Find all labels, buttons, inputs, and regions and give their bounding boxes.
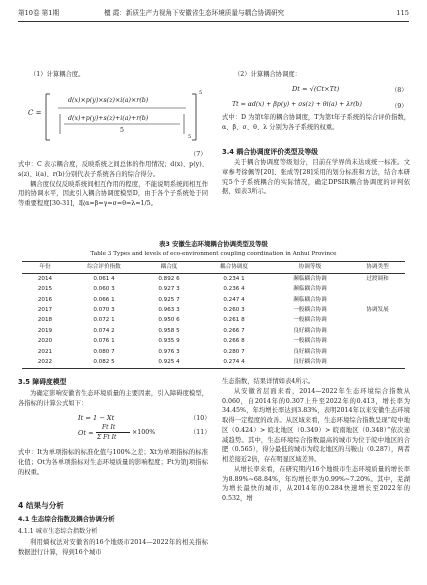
- item-2-heading: （2）计算耦合协调度：: [234, 71, 301, 78]
- table-cell: 濒临耦合协调: [293, 275, 327, 282]
- table-cell: 一般耦合协调: [293, 317, 327, 324]
- header-rule: [18, 21, 409, 22]
- paragraph-table4-ref: 生态指数，结果详情如表4所示。: [222, 378, 315, 385]
- table-row: [22, 326, 405, 336]
- page-number: 115: [396, 9, 409, 17]
- running-header: [18, 8, 409, 18]
- section-4-1-heading: 4.1 生态综合指数及耦合协调分析: [18, 515, 115, 523]
- table-row: [22, 284, 405, 294]
- table-cell: 2016: [37, 296, 53, 303]
- left-column-bottom-2: [18, 448, 208, 477]
- left-column-top: [18, 70, 208, 80]
- table-cell: 0.061 4: [93, 275, 115, 282]
- col-header: 协调等级: [270, 262, 350, 274]
- table-cell: 2015: [37, 286, 53, 293]
- table-row: [22, 274, 405, 285]
- section-4-heading: 4 结果与分析: [18, 501, 64, 510]
- table-3-caption: 表3 安徽生态环境耦合协调类型及等级: [159, 240, 268, 248]
- item-1-heading: （1）计算耦合度。: [30, 71, 85, 78]
- table-cell: 一般耦合协调: [293, 338, 327, 345]
- table-row: [22, 305, 405, 315]
- table-row: [22, 347, 405, 357]
- table-cell: 0.247 4: [223, 296, 245, 303]
- table-cell: 0.266 8: [223, 338, 245, 345]
- table-cell: 2022: [22, 357, 68, 368]
- table-cell: 2021: [37, 348, 53, 355]
- table-row: [22, 316, 405, 326]
- eq7-denominator-five: 5: [120, 127, 125, 134]
- equation-10: It = 1 − Xt: [78, 414, 115, 422]
- eq11-numerator: Ft It: [102, 424, 116, 431]
- table-cell: 良好耦合协调: [293, 327, 327, 334]
- table-cell: 0.958 5: [158, 327, 180, 334]
- eq11-lhs: Ot =: [78, 429, 94, 437]
- table-cell: [350, 357, 405, 368]
- eq11-denominator: Σ Ft It: [97, 434, 117, 441]
- table-cell: 0.080 7: [93, 348, 115, 355]
- paragraph-obstacle-vars: 式中：It为单项指标的标准化值与100%之差；Xt为单项指标的标准化值；Ot为各单项指标对生态环境质量的影响程度；Ft为第j项指标的权重。: [18, 449, 208, 476]
- table-cell: 0.234 1: [223, 275, 245, 282]
- running-title: 檀 霞：新质生产力视角下安徽省生态环境质量与耦合协调研究: [104, 9, 285, 17]
- table-3: [22, 261, 405, 369]
- table-cell: 0.261 8: [223, 317, 245, 324]
- paragraph-weights: 式中：D 为第t年的耦合协调度，T为第t年子系统的综合评价指数，α、β、σ、θ、λ 分别为各子系统的权重。: [222, 114, 410, 131]
- eq7-denominator-sum: d(x)+p(y)+s(z)+i(a)+r(b): [68, 115, 149, 122]
- col-header: 年份: [22, 262, 68, 274]
- eq11-number: （11）: [190, 429, 211, 436]
- paragraph-grading-standard: 关于耦合协调度等级划分，目前在学界尚未达成统一标准。文章参考徐佩等[20]、张成等[28]采用的划分标准和方法，结合本研究5个子系统耦合的实际情况，确定DPSIR耦合协调度的评判依据，如表3所示。: [222, 159, 410, 196]
- table-cell: [350, 347, 405, 357]
- table-cell: 0.074 2: [93, 327, 115, 334]
- eq9-number: （9）: [391, 103, 408, 110]
- table-cell: 0.260 3: [223, 307, 245, 314]
- table-row: [22, 295, 405, 305]
- table-header-row: [22, 262, 405, 274]
- right-column-lower: [222, 158, 410, 197]
- table-cell: 0.976 3: [158, 348, 180, 355]
- table-cell: 濒临耦合协调: [293, 286, 327, 293]
- col-header: 耦合协调度: [198, 262, 270, 274]
- table-cell: 0.892 6: [158, 275, 180, 282]
- table-cell: 0.274 4: [198, 357, 270, 368]
- paragraph-province-level: 从安徽省层面来看，2014—2022年生态环境综合指数从0.060，自2014年的0.307上升至2022年的0.413，增长率为34.45%，年均增长率达到3.83%，表明2014年以来安徽生态环境取得一定程度的改善。从区域来看，生态环境综合指数呈现“皖中地区（0.424）> 皖北地区（0.349）> 皖南地区（0.348）”依次递减趋势。其中，生态环境综合指数最高的城市为位于皖中地区的合肥（0.565），得分最低的城市为皖北地区的马鞍山（0.287），两者相差接近2倍，存在明显区域差异。: [222, 387, 410, 463]
- table-cell: 濒临耦合协调: [293, 296, 327, 303]
- table-cell: 过渡调和: [366, 275, 389, 282]
- eq7-lhs: C =: [28, 109, 42, 117]
- table-cell: 2020: [37, 338, 53, 345]
- table-cell: [350, 295, 405, 305]
- eq8-number: （8）: [391, 87, 408, 94]
- table-cell: 0.963 3: [158, 307, 180, 314]
- col-header: 耦合度: [140, 262, 198, 274]
- eq7-inner-power: 5: [188, 134, 192, 140]
- table-cell: 2019: [37, 327, 53, 334]
- table-cell: 良好耦合协调: [270, 357, 350, 368]
- table-cell: 0.076 1: [93, 338, 115, 345]
- right-column-top: [222, 70, 410, 80]
- col-header: 协调类型: [350, 262, 405, 274]
- table-cell: 0.925 4: [140, 357, 198, 368]
- table-cell: 0.236 4: [223, 286, 245, 293]
- table-cell: 0.072 1: [93, 317, 115, 324]
- table-cell: 0.082 5: [68, 357, 140, 368]
- section-4-1-1-heading: 4.1.1 城市生态综合指数分析: [18, 528, 98, 535]
- left-column-mid: [18, 160, 208, 209]
- table-cell: 0.925 7: [158, 296, 180, 303]
- paragraph-obstacle-intro: 为确定影响安徽省生态环境质量的主要因素，引入障碍度模型，各指标的计算公式如下：: [18, 390, 208, 407]
- section-3-4-heading: 3.4 耦合协调度评价类型及等级: [222, 148, 318, 156]
- eq10-number: （10）: [190, 415, 211, 422]
- eq7-outer-power: 5: [199, 90, 203, 96]
- paragraph-coupling-definition: 式中：C 表示耦合度，反映系统之间总体的作用情况；d(x)、p(y)、s(z)、i(a)、r(b)分别代表子系统各自的综合得分。: [18, 161, 208, 178]
- eq11-percent: ×100%: [132, 429, 156, 436]
- table-row: [22, 357, 405, 368]
- table-cell: 0.927 3: [158, 286, 180, 293]
- table-cell: 2017: [37, 307, 53, 314]
- journal-issue: 第10卷 第1期: [18, 9, 60, 17]
- eq7-numerator: d(x)×p(y)×s(z)×i(a)×r(b): [68, 97, 149, 104]
- table-cell: 2014: [37, 275, 53, 282]
- equation-7: [28, 92, 206, 144]
- paragraph-growth-rate: 从增长率来看，在研究期内16个地级市生态环境质量的增长率为8.89%~68.84%，年均增长率为0.99%~7.20%。其中，芜湖为增长最快的城市，从2014年的0.284快速增长至2022年的0.532，增: [222, 465, 410, 502]
- table-cell: [350, 284, 405, 294]
- table-cell: 0.935 9: [158, 338, 180, 345]
- table-cell: 良好耦合协调: [293, 348, 327, 355]
- table-cell: 0.070 3: [93, 307, 115, 314]
- table-cell: [350, 336, 405, 346]
- table-cell: 0.266 7: [223, 327, 245, 334]
- left-column-bottom-3: [18, 538, 208, 558]
- table-cell: 0.280 7: [223, 348, 245, 355]
- table-cell: 0.950 6: [158, 317, 180, 324]
- section-3-5-heading: 3.5 障碍度模型: [18, 378, 67, 386]
- table-cell: 协调发展: [366, 307, 389, 314]
- table-cell: [350, 316, 405, 326]
- table-3-caption-en: Table 3 Types and levels of eco-environment coupling coordination in Anhui Province: [90, 251, 337, 257]
- table-cell: [350, 326, 405, 336]
- equation-11: [78, 422, 178, 444]
- left-column-bottom: [18, 389, 208, 409]
- table-cell: 0.060 3: [93, 286, 115, 293]
- table-cell: 0.066 1: [93, 296, 115, 303]
- table-cell: 2018: [37, 317, 53, 324]
- table-row: [22, 336, 405, 346]
- paragraph-coupling-coordination: 耦合度仅仅反映系统间相互作用的程度，不能说明系统间相互作用的协调水平，因此引入耦合协调度模型D，由于各个子系统处于同等重要程度[30-31]，取α=β=γ=σ=θ=λ=1/5。: [18, 180, 208, 207]
- right-column-bottom: [222, 377, 410, 504]
- equation-8: Dt = √(Ct×Tt): [292, 85, 340, 93]
- eq7-number: （7）: [190, 151, 207, 158]
- col-header: 综合评价指数: [68, 262, 140, 274]
- table-cell: 一般耦合协调: [293, 307, 327, 314]
- paragraph-entropy-method: 利用熵权法对安徽省的16个地级市2014—2022年的相关指标数据进行计算，得到16个城市: [18, 539, 208, 556]
- right-column-mid: [222, 113, 410, 133]
- equation-9: Tt = αd(x) + βp(y) + σs(z) + θi(a) + λr(b): [232, 101, 362, 108]
